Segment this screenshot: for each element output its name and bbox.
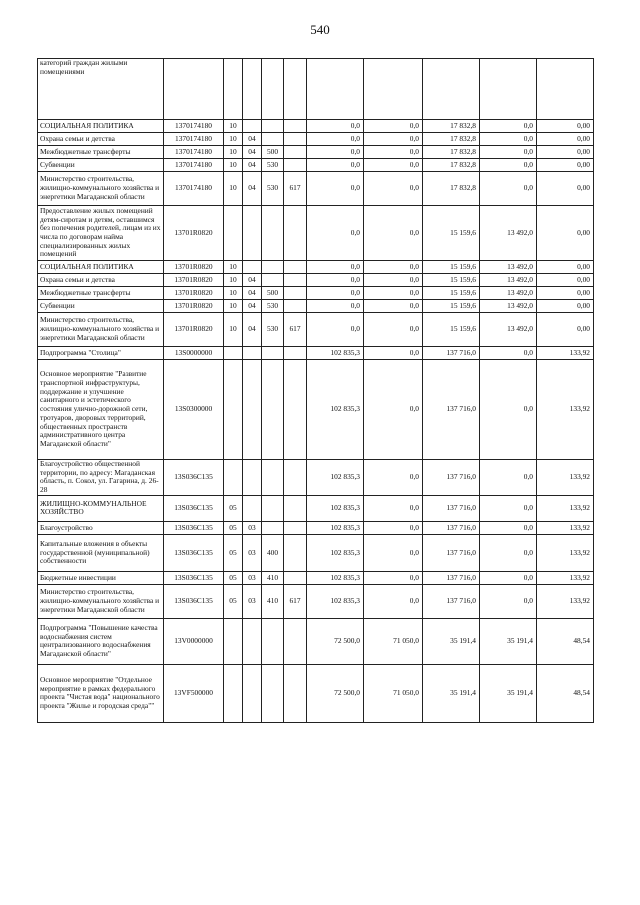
table-row	[38, 287, 594, 300]
section-cell: 05	[224, 495, 243, 521]
amount-2-cell: 0,0	[364, 521, 423, 534]
target-code-cell: 13S036C135	[164, 571, 224, 584]
amount-2-cell: 0,0	[364, 347, 423, 360]
amount-1-cell: 0,0	[307, 300, 364, 313]
amount-1-cell: 102 835,3	[307, 495, 364, 521]
amount-2-cell: 0,0	[364, 460, 423, 496]
target-code-cell: 1370174180	[164, 133, 224, 146]
amount-1-cell: 0,0	[307, 159, 364, 172]
amount-2-cell: 0,0	[364, 261, 423, 274]
admin-code-cell	[284, 159, 307, 172]
subsection-cell: 03	[243, 571, 262, 584]
amount-3-cell: 137 716,0	[423, 360, 480, 460]
target-code-cell: 13S036C135	[164, 460, 224, 496]
expense-type-cell: 410	[262, 584, 284, 618]
amount-4-cell: 0,0	[480, 360, 537, 460]
admin-code-cell	[284, 206, 307, 261]
expense-type-cell	[262, 206, 284, 261]
admin-code-cell	[284, 133, 307, 146]
admin-code-cell	[284, 460, 307, 496]
expense-type-cell	[262, 133, 284, 146]
amount-2-cell: 0,0	[364, 133, 423, 146]
amount-4-cell: 0,0	[480, 159, 537, 172]
subsection-cell: 03	[243, 534, 262, 571]
target-code-cell: 13S036C135	[164, 584, 224, 618]
amount-2-cell: 71 050,0	[364, 618, 423, 664]
section-cell: 05	[224, 521, 243, 534]
table-row	[38, 206, 594, 261]
section-cell	[224, 664, 243, 722]
admin-code-cell	[284, 59, 307, 120]
section-cell: 10	[224, 159, 243, 172]
percent-cell: 133,92	[537, 460, 594, 496]
expense-type-cell	[262, 59, 284, 120]
percent-cell: 0,00	[537, 159, 594, 172]
amount-3-cell: 15 159,6	[423, 206, 480, 261]
admin-code-cell	[284, 664, 307, 722]
amount-2-cell: 0,0	[364, 360, 423, 460]
percent-cell: 133,92	[537, 360, 594, 460]
admin-code-cell	[284, 274, 307, 287]
row-name-cell: СОЦИАЛЬНАЯ ПОЛИТИКА	[38, 120, 164, 133]
target-code-cell: 13S0300000	[164, 360, 224, 460]
subsection-cell	[243, 495, 262, 521]
admin-code-cell	[284, 120, 307, 133]
expense-type-cell: 530	[262, 172, 284, 206]
subsection-cell: 04	[243, 146, 262, 159]
amount-2-cell: 0,0	[364, 172, 423, 206]
admin-code-cell: 617	[284, 172, 307, 206]
percent-cell	[537, 59, 594, 120]
amount-3-cell: 17 832,8	[423, 133, 480, 146]
table-row	[38, 495, 594, 521]
amount-1-cell: 0,0	[307, 146, 364, 159]
amount-3-cell: 15 159,6	[423, 261, 480, 274]
budget-table	[37, 58, 594, 723]
amount-1-cell: 0,0	[307, 261, 364, 274]
table-row	[38, 313, 594, 347]
table-row	[38, 133, 594, 146]
section-cell	[224, 347, 243, 360]
target-code-cell: 13S036C135	[164, 521, 224, 534]
budget-table-body	[38, 59, 594, 723]
amount-4-cell: 13 492,0	[480, 287, 537, 300]
percent-cell: 133,92	[537, 534, 594, 571]
table-row	[38, 159, 594, 172]
table-row	[38, 300, 594, 313]
amount-3-cell: 15 159,6	[423, 300, 480, 313]
amount-1-cell: 0,0	[307, 313, 364, 347]
percent-cell: 0,00	[537, 120, 594, 133]
admin-code-cell	[284, 347, 307, 360]
section-cell	[224, 618, 243, 664]
table-row	[38, 584, 594, 618]
amount-2-cell: 0,0	[364, 146, 423, 159]
amount-4-cell: 13 492,0	[480, 313, 537, 347]
row-name-cell: Министерство строительства, жилищно-коммунального хозяйства и энергетики Магаданской области	[38, 584, 164, 618]
expense-type-cell	[262, 360, 284, 460]
target-code-cell: 13V0000000	[164, 618, 224, 664]
amount-4-cell: 0,0	[480, 584, 537, 618]
amount-2-cell: 0,0	[364, 287, 423, 300]
percent-cell: 133,92	[537, 495, 594, 521]
amount-2-cell: 0,0	[364, 206, 423, 261]
percent-cell: 133,92	[537, 571, 594, 584]
subsection-cell	[243, 347, 262, 360]
expense-type-cell	[262, 495, 284, 521]
table-row	[38, 59, 594, 120]
section-cell: 10	[224, 261, 243, 274]
subsection-cell: 04	[243, 300, 262, 313]
section-cell	[224, 206, 243, 261]
section-cell	[224, 460, 243, 496]
expense-type-cell: 400	[262, 534, 284, 571]
percent-cell: 0,00	[537, 261, 594, 274]
table-row	[38, 274, 594, 287]
amount-4-cell: 0,0	[480, 495, 537, 521]
expense-type-cell	[262, 261, 284, 274]
row-name-cell: Министерство строительства, жилищно-коммунального хозяйства и энергетики Магаданской области	[38, 313, 164, 347]
row-name-cell: Министерство строительства, жилищно-коммунального хозяйства и энергетики Магаданской области	[38, 172, 164, 206]
amount-2-cell: 0,0	[364, 159, 423, 172]
section-cell: 10	[224, 274, 243, 287]
target-code-cell: 13701R0820	[164, 313, 224, 347]
amount-1-cell: 0,0	[307, 206, 364, 261]
subsection-cell: 04	[243, 287, 262, 300]
section-cell	[224, 59, 243, 120]
table-row	[38, 261, 594, 274]
row-name-cell: Охрана семьи и детства	[38, 274, 164, 287]
amount-3-cell: 137 716,0	[423, 534, 480, 571]
subsection-cell	[243, 664, 262, 722]
target-code-cell	[164, 59, 224, 120]
percent-cell: 133,92	[537, 521, 594, 534]
row-name-cell: Подпрограмма "Столица"	[38, 347, 164, 360]
amount-3-cell: 137 716,0	[423, 495, 480, 521]
amount-2-cell: 0,0	[364, 313, 423, 347]
expense-type-cell: 530	[262, 300, 284, 313]
amount-1-cell: 102 835,3	[307, 460, 364, 496]
amount-1-cell: 0,0	[307, 274, 364, 287]
amount-1-cell	[307, 59, 364, 120]
amount-4-cell: 0,0	[480, 571, 537, 584]
amount-2-cell: 0,0	[364, 571, 423, 584]
amount-2-cell: 0,0	[364, 274, 423, 287]
percent-cell: 0,00	[537, 133, 594, 146]
admin-code-cell	[284, 618, 307, 664]
expense-type-cell	[262, 521, 284, 534]
table-row	[38, 534, 594, 571]
subsection-cell: 04	[243, 159, 262, 172]
section-cell: 10	[224, 120, 243, 133]
subsection-cell	[243, 206, 262, 261]
percent-cell: 0,00	[537, 300, 594, 313]
expense-type-cell	[262, 664, 284, 722]
row-name-cell: категорий граждан жилыми помещениями	[38, 59, 164, 120]
target-code-cell: 1370174180	[164, 159, 224, 172]
amount-2-cell: 0,0	[364, 120, 423, 133]
target-code-cell: 13S036C135	[164, 495, 224, 521]
amount-3-cell: 15 159,6	[423, 274, 480, 287]
amount-4-cell: 0,0	[480, 172, 537, 206]
admin-code-cell	[284, 300, 307, 313]
amount-4-cell: 13 492,0	[480, 206, 537, 261]
admin-code-cell: 617	[284, 313, 307, 347]
percent-cell: 133,92	[537, 347, 594, 360]
admin-code-cell	[284, 360, 307, 460]
target-code-cell: 13701R0820	[164, 261, 224, 274]
amount-4-cell	[480, 59, 537, 120]
table-row	[38, 664, 594, 722]
target-code-cell: 1370174180	[164, 120, 224, 133]
row-name-cell: Межбюджетные трансферты	[38, 146, 164, 159]
amount-4-cell: 0,0	[480, 534, 537, 571]
section-cell: 10	[224, 300, 243, 313]
amount-1-cell: 102 835,3	[307, 534, 364, 571]
admin-code-cell: 617	[284, 584, 307, 618]
section-cell	[224, 360, 243, 460]
target-code-cell: 13S036C135	[164, 534, 224, 571]
amount-1-cell: 102 835,3	[307, 571, 364, 584]
amount-3-cell: 137 716,0	[423, 584, 480, 618]
target-code-cell: 13VF500000	[164, 664, 224, 722]
amount-2-cell: 0,0	[364, 584, 423, 618]
amount-1-cell: 0,0	[307, 172, 364, 206]
expense-type-cell	[262, 120, 284, 133]
table-row	[38, 571, 594, 584]
table-row	[38, 347, 594, 360]
amount-3-cell	[423, 59, 480, 120]
amount-4-cell: 35 191,4	[480, 664, 537, 722]
table-row	[38, 146, 594, 159]
admin-code-cell	[284, 521, 307, 534]
section-cell: 05	[224, 534, 243, 571]
expense-type-cell: 410	[262, 571, 284, 584]
amount-4-cell: 0,0	[480, 347, 537, 360]
row-name-cell: Субвенции	[38, 300, 164, 313]
expense-type-cell: 530	[262, 313, 284, 347]
percent-cell: 48,54	[537, 618, 594, 664]
amount-1-cell: 0,0	[307, 133, 364, 146]
subsection-cell: 03	[243, 521, 262, 534]
row-name-cell: Субвенции	[38, 159, 164, 172]
row-name-cell: ЖИЛИЩНО-КОММУНАЛЬНОЕ ХОЗЯЙСТВО	[38, 495, 164, 521]
amount-3-cell: 137 716,0	[423, 571, 480, 584]
amount-4-cell: 13 492,0	[480, 274, 537, 287]
admin-code-cell	[284, 146, 307, 159]
amount-4-cell: 13 492,0	[480, 300, 537, 313]
section-cell: 10	[224, 133, 243, 146]
expense-type-cell	[262, 460, 284, 496]
amount-3-cell: 35 191,4	[423, 618, 480, 664]
amount-4-cell: 0,0	[480, 146, 537, 159]
table-row	[38, 120, 594, 133]
amount-3-cell: 137 716,0	[423, 521, 480, 534]
subsection-cell: 04	[243, 133, 262, 146]
target-code-cell: 13701R0820	[164, 274, 224, 287]
section-cell: 10	[224, 287, 243, 300]
section-cell: 10	[224, 313, 243, 347]
amount-4-cell: 0,0	[480, 460, 537, 496]
subsection-cell: 03	[243, 584, 262, 618]
page-number: 540	[310, 22, 330, 37]
amount-3-cell: 17 832,8	[423, 120, 480, 133]
amount-1-cell: 102 835,3	[307, 347, 364, 360]
amount-1-cell: 72 500,0	[307, 618, 364, 664]
percent-cell: 0,00	[537, 206, 594, 261]
row-name-cell: Предоставление жилых помещений детям-сиротам и детям, оставшимся без попечения родителей, лицам из их числа по договорам найма специализированных жилых помещений	[38, 206, 164, 261]
amount-4-cell: 13 492,0	[480, 261, 537, 274]
amount-3-cell: 137 716,0	[423, 460, 480, 496]
table-row	[38, 460, 594, 496]
row-name-cell: Подпрограмма "Повышение качества водоснабжения систем централизованного водоснабжения Магаданской области"	[38, 618, 164, 664]
subsection-cell	[243, 618, 262, 664]
table-row	[38, 172, 594, 206]
amount-3-cell: 15 159,6	[423, 313, 480, 347]
target-code-cell: 1370174180	[164, 172, 224, 206]
amount-2-cell: 0,0	[364, 300, 423, 313]
percent-cell: 0,00	[537, 146, 594, 159]
amount-3-cell: 17 832,8	[423, 172, 480, 206]
row-name-cell: Бюджетные инвестиции	[38, 571, 164, 584]
amount-4-cell: 35 191,4	[480, 618, 537, 664]
admin-code-cell	[284, 571, 307, 584]
row-name-cell: Охрана семьи и детства	[38, 133, 164, 146]
percent-cell: 48,54	[537, 664, 594, 722]
section-cell: 05	[224, 584, 243, 618]
percent-cell: 133,92	[537, 584, 594, 618]
row-name-cell: СОЦИАЛЬНАЯ ПОЛИТИКА	[38, 261, 164, 274]
amount-1-cell: 102 835,3	[307, 584, 364, 618]
admin-code-cell	[284, 261, 307, 274]
expense-type-cell	[262, 274, 284, 287]
percent-cell: 0,00	[537, 287, 594, 300]
row-name-cell: Благоустройство общественной территории, по адресу: Магаданская область, п. Сокол, ул. Гагарина, д. 26-28	[38, 460, 164, 496]
amount-3-cell: 35 191,4	[423, 664, 480, 722]
subsection-cell: 04	[243, 313, 262, 347]
expense-type-cell	[262, 618, 284, 664]
amount-3-cell: 17 832,8	[423, 159, 480, 172]
row-name-cell: Основное мероприятие "Отдельное мероприятие в рамках федерального проекта "Чистая вода" национального проекта "Жилье и городская среда""	[38, 664, 164, 722]
subsection-cell	[243, 59, 262, 120]
target-code-cell: 13S0000000	[164, 347, 224, 360]
subsection-cell	[243, 261, 262, 274]
amount-1-cell: 102 835,3	[307, 521, 364, 534]
amount-2-cell: 0,0	[364, 495, 423, 521]
amount-3-cell: 17 832,8	[423, 146, 480, 159]
subsection-cell: 04	[243, 172, 262, 206]
table-row	[38, 360, 594, 460]
amount-2-cell: 71 050,0	[364, 664, 423, 722]
subsection-cell	[243, 460, 262, 496]
expense-type-cell: 530	[262, 159, 284, 172]
amount-1-cell: 0,0	[307, 287, 364, 300]
amount-4-cell: 0,0	[480, 120, 537, 133]
admin-code-cell	[284, 534, 307, 571]
row-name-cell: Основное мероприятие "Развитие транспортной инфраструктуры, поддержание и улучшение санитарного и эстетического состояния улично-дорожной сети, тротуаров, дворовых территорий, общественных пространств административного центра Магаданской области"	[38, 360, 164, 460]
admin-code-cell	[284, 495, 307, 521]
expense-type-cell: 500	[262, 146, 284, 159]
subsection-cell	[243, 360, 262, 460]
target-code-cell: 13701R0820	[164, 300, 224, 313]
table-row	[38, 521, 594, 534]
target-code-cell: 13701R0820	[164, 287, 224, 300]
expense-type-cell: 500	[262, 287, 284, 300]
amount-3-cell: 137 716,0	[423, 347, 480, 360]
amount-3-cell: 15 159,6	[423, 287, 480, 300]
expense-type-cell	[262, 347, 284, 360]
section-cell: 10	[224, 146, 243, 159]
amount-1-cell: 72 500,0	[307, 664, 364, 722]
section-cell: 05	[224, 571, 243, 584]
amount-4-cell: 0,0	[480, 133, 537, 146]
subsection-cell: 04	[243, 274, 262, 287]
target-code-cell: 1370174180	[164, 146, 224, 159]
amount-1-cell: 0,0	[307, 120, 364, 133]
target-code-cell: 13701R0820	[164, 206, 224, 261]
percent-cell: 0,00	[537, 274, 594, 287]
percent-cell: 0,00	[537, 313, 594, 347]
percent-cell: 0,00	[537, 172, 594, 206]
amount-2-cell	[364, 59, 423, 120]
row-name-cell: Капитальные вложения в объекты государственной (муниципальной) собственности	[38, 534, 164, 571]
amount-2-cell: 0,0	[364, 534, 423, 571]
admin-code-cell	[284, 287, 307, 300]
row-name-cell: Благоустройство	[38, 521, 164, 534]
amount-1-cell: 102 835,3	[307, 360, 364, 460]
table-row	[38, 618, 594, 664]
row-name-cell: Межбюджетные трансферты	[38, 287, 164, 300]
subsection-cell	[243, 120, 262, 133]
section-cell: 10	[224, 172, 243, 206]
amount-4-cell: 0,0	[480, 521, 537, 534]
